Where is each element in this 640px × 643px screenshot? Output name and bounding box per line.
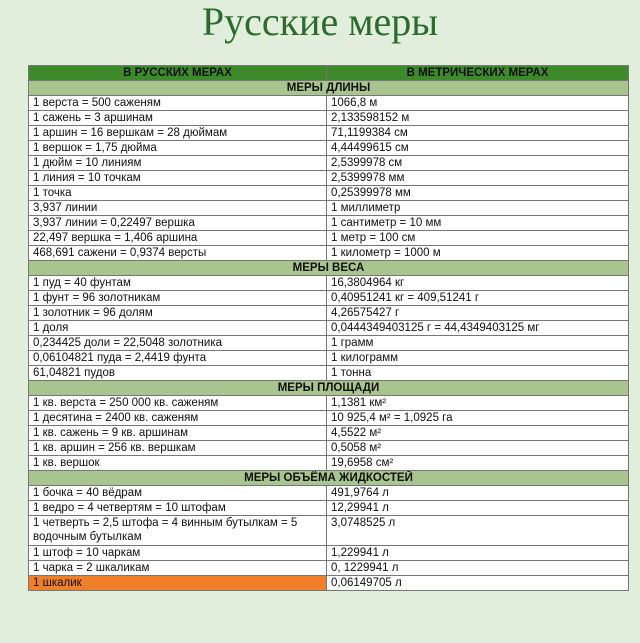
metric-measure-cell: 1066,8 м: [327, 96, 629, 111]
russian-measure-cell: 3,937 линии: [29, 201, 327, 216]
section-title: МЕРЫ ПЛОЩАДИ: [29, 381, 629, 396]
metric-measure-cell: 1 миллиметр: [327, 201, 629, 216]
metric-measure-cell: 10 925,4 м² = 1,0925 га: [327, 411, 629, 426]
russian-measure-cell: 1 линия = 10 точкам: [29, 171, 327, 186]
metric-measure-cell: 2,5399978 мм: [327, 171, 629, 186]
table-row: [29, 156, 629, 171]
section-header-row: [29, 471, 629, 486]
russian-measure-cell: 1 кв. вершок: [29, 456, 327, 471]
russian-measure-cell: 61,04821 пудов: [29, 366, 327, 381]
metric-measure-cell: 1 метр = 100 см: [327, 231, 629, 246]
table-row: [29, 306, 629, 321]
table-row: [29, 246, 629, 261]
table-row: [29, 411, 629, 426]
table-row: [29, 201, 629, 216]
metric-measure-cell: 1 килограмм: [327, 351, 629, 366]
metric-measure-cell: 0,0444349403125 г = 44,4349403125 мг: [327, 321, 629, 336]
table-row: [29, 321, 629, 336]
section-header-row: [29, 261, 629, 276]
russian-measure-cell: 1 кв. аршин = 256 кв. вершкам: [29, 441, 327, 456]
metric-measure-cell: 1 тонна: [327, 366, 629, 381]
metric-measure-cell: 1,1381 км²: [327, 396, 629, 411]
table-body: [29, 81, 629, 591]
metric-measure-cell: 0,5058 м²: [327, 441, 629, 456]
section-header-row: [29, 81, 629, 96]
russian-measure-cell: 0,234425 доли = 22,5048 золотника: [29, 336, 327, 351]
metric-measure-cell: 0,40951241 кг = 409,51241 г: [327, 291, 629, 306]
russian-measure-cell: 22,497 вершка = 1,406 аршина: [29, 231, 327, 246]
section-title: МЕРЫ ДЛИНЫ: [29, 81, 629, 96]
russian-measure-cell: 1 десятина = 2400 кв. саженям: [29, 411, 327, 426]
metric-measure-cell: 1,229941 л: [327, 546, 629, 561]
russian-measure-cell: 1 доля: [29, 321, 327, 336]
table-row: [29, 501, 629, 516]
russian-measure-cell: 1 четверть = 2,5 штофа = 4 винным бутылкам = 5 водочным бутылкам: [29, 516, 327, 546]
table-row: [29, 231, 629, 246]
metric-measure-cell: 12,29941 л: [327, 501, 629, 516]
metric-measure-cell: 4,44499615 см: [327, 141, 629, 156]
russian-measure-cell: 1 чарка = 2 шкаликам: [29, 561, 327, 576]
metric-measure-cell: 0, 1229941 л: [327, 561, 629, 576]
russian-measure-cell: 1 кв. сажень = 9 кв. аршинам: [29, 426, 327, 441]
russian-measure-cell: 1 золотник = 96 долям: [29, 306, 327, 321]
table-row: [29, 561, 629, 576]
section-header-row: [29, 381, 629, 396]
metric-measure-cell: 3,0748525 л: [327, 516, 629, 546]
russian-measure-cell: 1 точка: [29, 186, 327, 201]
table-row: [29, 441, 629, 456]
table-row: [29, 396, 629, 411]
russian-measure-cell: 1 аршин = 16 вершкам = 28 дюймам: [29, 126, 327, 141]
metric-measure-cell: 19,6958 см²: [327, 456, 629, 471]
russian-measure-cell: 1 пуд = 40 фунтам: [29, 276, 327, 291]
metric-measure-cell: 16,3804964 кг: [327, 276, 629, 291]
russian-measure-cell: 1 кв. верста = 250 000 кв. саженям: [29, 396, 327, 411]
metric-measure-cell: 1 километр = 1000 м: [327, 246, 629, 261]
russian-measure-cell: 1 шкалик: [29, 576, 327, 591]
table-row: [29, 546, 629, 561]
metric-measure-cell: 1 грамм: [327, 336, 629, 351]
page-title: Русские меры: [201, 0, 439, 44]
table-row: [29, 516, 629, 546]
table-row: [29, 576, 629, 591]
metric-measure-cell: 0,25399978 мм: [327, 186, 629, 201]
metric-measure-cell: 2,5399978 см: [327, 156, 629, 171]
metric-measure-cell: 491,9764 л: [327, 486, 629, 501]
column-header-russian: В РУССКИХ МЕРАХ: [29, 66, 327, 81]
column-header-metric: В МЕТРИЧЕСКИХ МЕРАХ: [327, 66, 629, 81]
table-row: [29, 456, 629, 471]
section-title: МЕРЫ ОБЪЁМА ЖИДКОСТЕЙ: [29, 471, 629, 486]
table-row: [29, 141, 629, 156]
table-row: [29, 216, 629, 231]
metric-measure-cell: 0,06149705 л: [327, 576, 629, 591]
table-row: [29, 336, 629, 351]
russian-measure-cell: 1 бочка = 40 вёдрам: [29, 486, 327, 501]
russian-measure-cell: 0,06104821 пуда = 2,4419 фунта: [29, 351, 327, 366]
russian-measure-cell: 1 штоф = 10 чаркам: [29, 546, 327, 561]
table-row: [29, 111, 629, 126]
table-row: [29, 291, 629, 306]
metric-measure-cell: 4,26575427 г: [327, 306, 629, 321]
table-row: [29, 126, 629, 141]
table-row: [29, 96, 629, 111]
russian-measure-cell: 1 вершок = 1,75 дюйма: [29, 141, 327, 156]
russian-measure-cell: 468,691 сажени = 0,9374 версты: [29, 246, 327, 261]
table-row: [29, 426, 629, 441]
table-row: [29, 276, 629, 291]
russian-measure-cell: 1 дюйм = 10 линиям: [29, 156, 327, 171]
table-header-row: [29, 66, 629, 81]
russian-measure-cell: 1 сажень = 3 аршинам: [29, 111, 327, 126]
russian-measure-cell: 3,937 линии = 0,22497 вершка: [29, 216, 327, 231]
russian-measure-cell: 1 верста = 500 саженям: [29, 96, 327, 111]
metric-measure-cell: 4,5522 м²: [327, 426, 629, 441]
metric-measure-cell: 1 сантиметр = 10 мм: [327, 216, 629, 231]
metric-measure-cell: 2,133598152 м: [327, 111, 629, 126]
russian-measure-cell: 1 фунт = 96 золотникам: [29, 291, 327, 306]
table-row: [29, 351, 629, 366]
table-row: [29, 366, 629, 381]
metric-measure-cell: 71,1199384 см: [327, 126, 629, 141]
table-row: [29, 186, 629, 201]
table-row: [29, 486, 629, 501]
table-row: [29, 171, 629, 186]
section-title: МЕРЫ ВЕСА: [29, 261, 629, 276]
russian-measure-cell: 1 ведро = 4 четвертям = 10 штофам: [29, 501, 327, 516]
measures-table: [28, 65, 629, 591]
